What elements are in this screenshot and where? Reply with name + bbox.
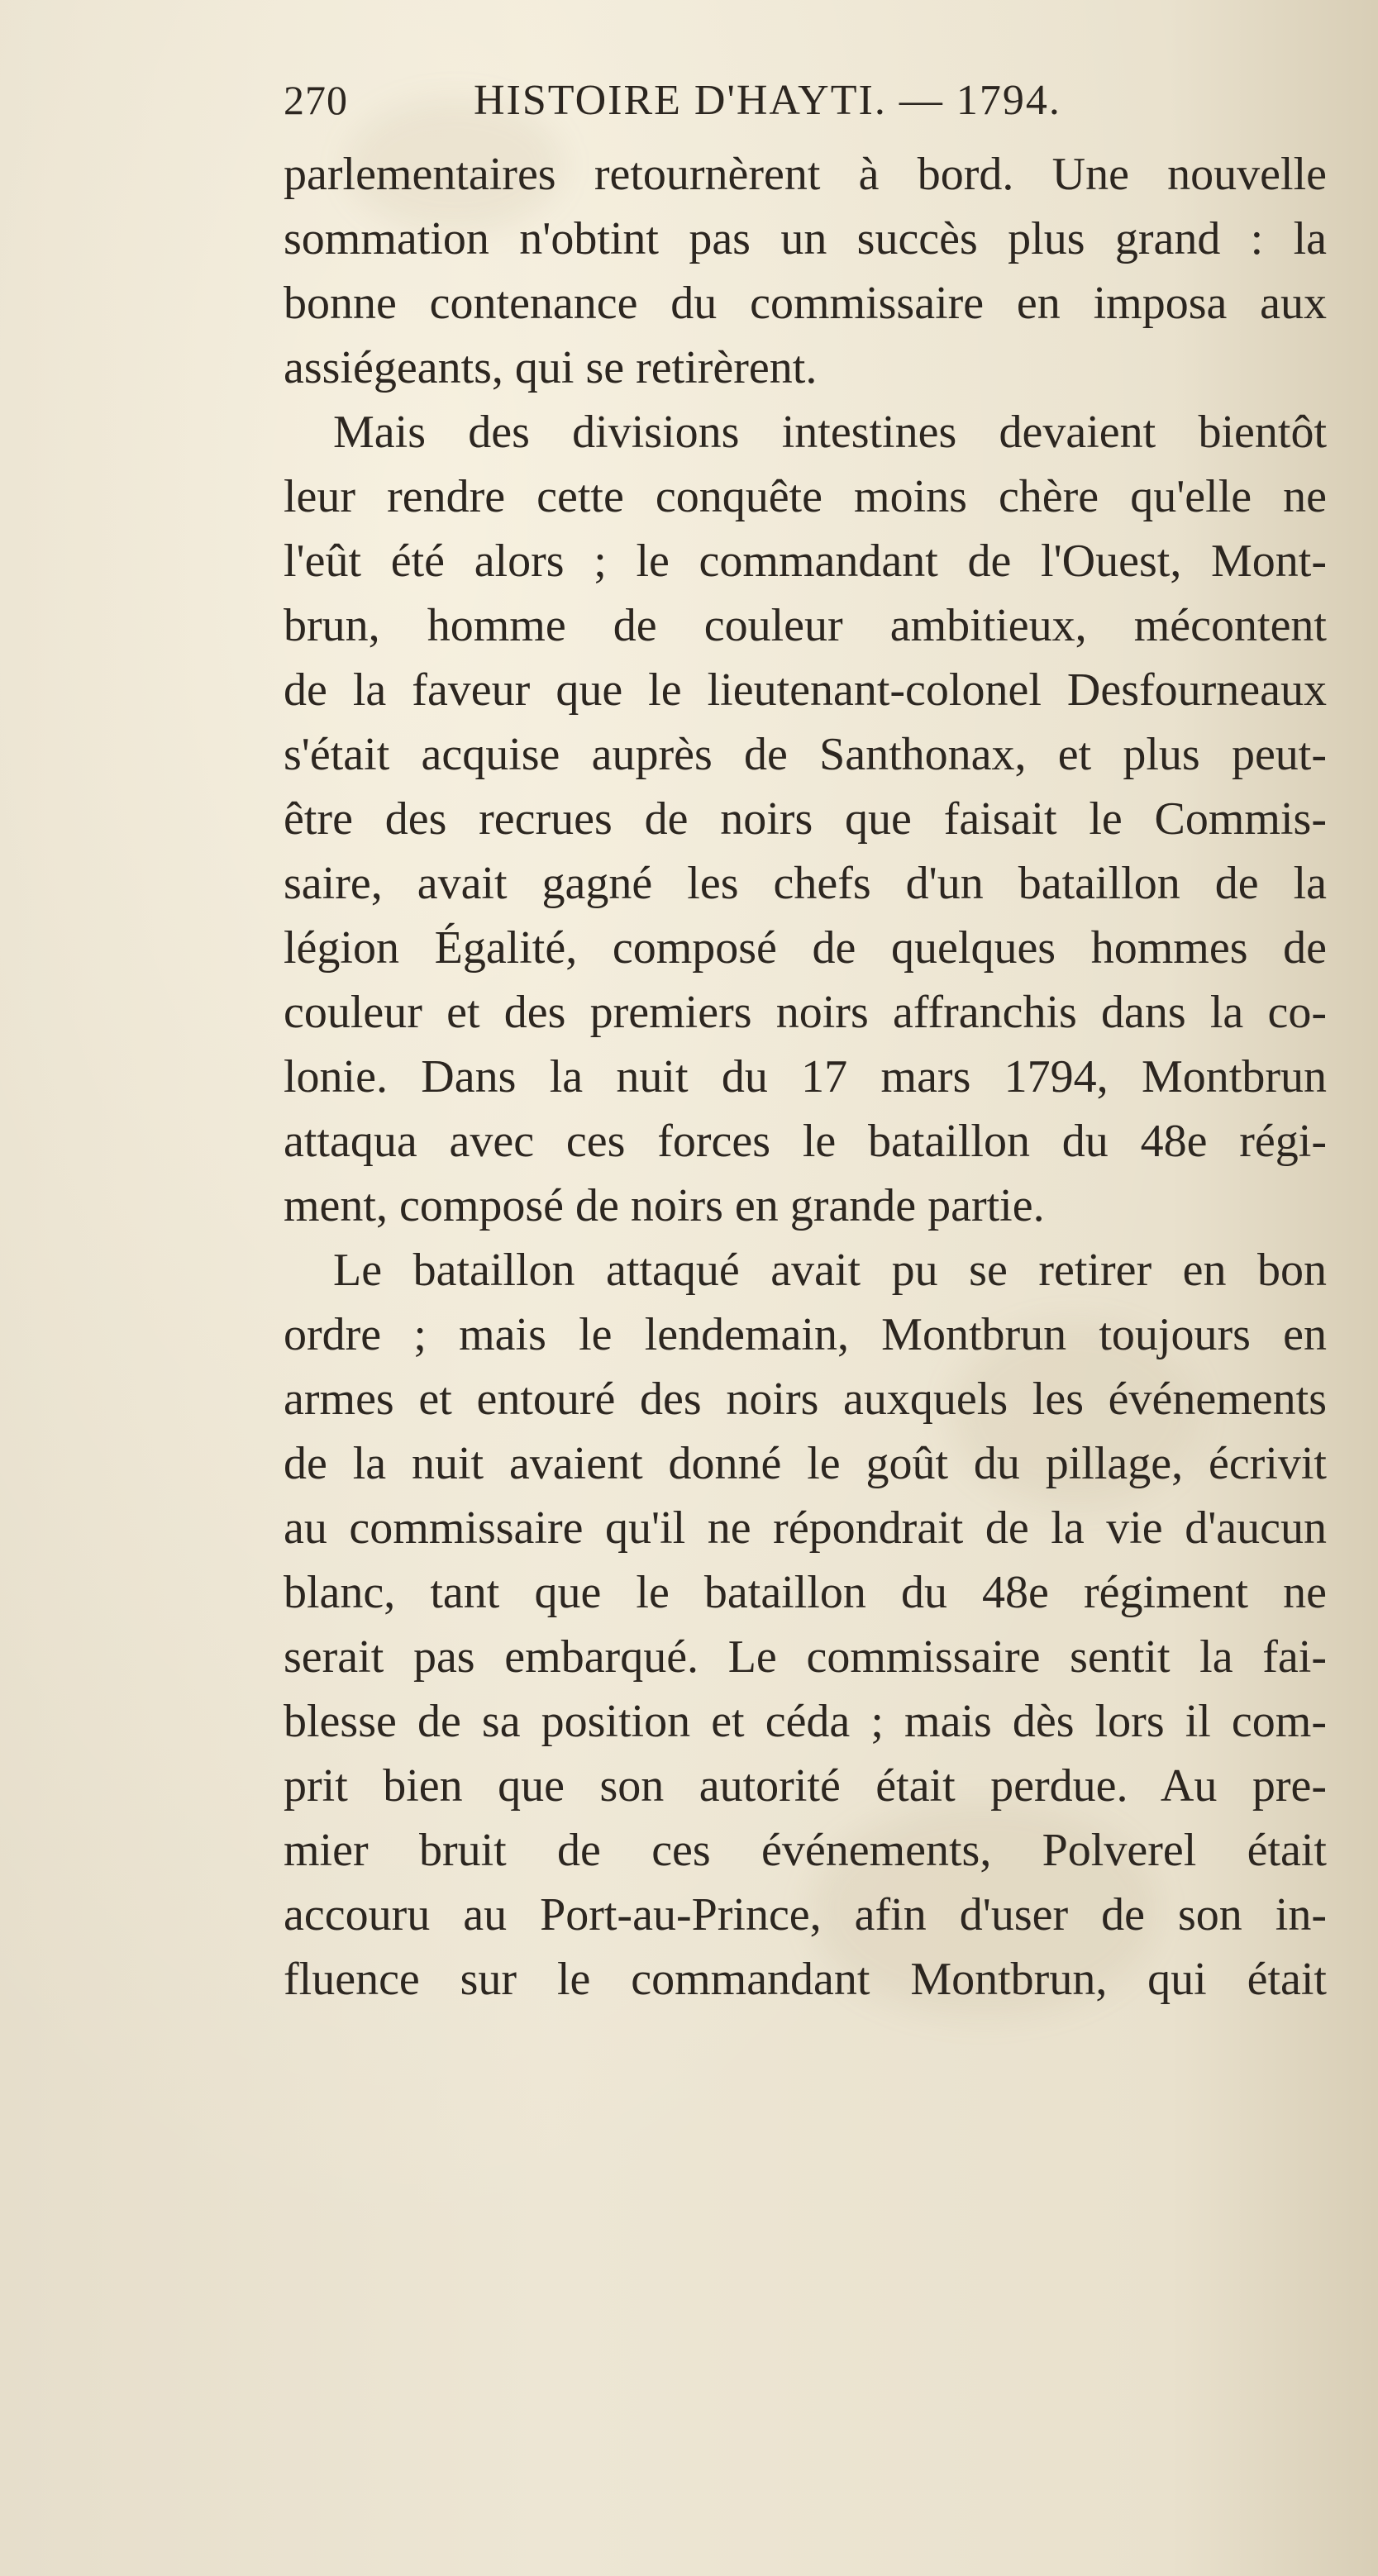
text-line: être des recrues de noirs que faisait le Commis- bbox=[284, 793, 1327, 845]
text-line: ordre ; mais le lendemain, Montbrun toujours en bbox=[284, 1309, 1327, 1360]
text-line: de la faveur que le lieutenant-colonel Desfourneaux bbox=[284, 664, 1327, 716]
text-line: couleur et des premiers noirs affranchis dans la co- bbox=[284, 987, 1327, 1038]
text-line: saire, avait gagné les chefs d'un bataillon de la bbox=[284, 858, 1327, 909]
running-title: HISTOIRE D'HAYTI. — 1794. bbox=[474, 77, 1061, 124]
text-line: Le bataillon attaqué avait pu se retirer en bon bbox=[333, 1245, 1327, 1296]
text-line: au commissaire qu'il ne répondrait de la vie d'aucun bbox=[284, 1502, 1327, 1554]
text-line: Mais des divisions intestines devaient bientôt bbox=[333, 407, 1327, 458]
text-line: de la nuit avaient donné le goût du pillage, écrivit bbox=[284, 1438, 1327, 1489]
text-line: s'était acquise auprès de Santhonax, et plus peut- bbox=[284, 729, 1327, 780]
text-line: sommation n'obtint pas un succès plus grand : la bbox=[284, 213, 1327, 264]
text-line: leur rendre cette conquête moins chère qu'elle ne bbox=[284, 471, 1327, 522]
text-line: l'eût été alors ; le commandant de l'Ouest, Mont- bbox=[284, 536, 1327, 587]
text-line: ment, composé de noirs en grande partie. bbox=[284, 1180, 1045, 1231]
text-line: assiégeants, qui se retirèrent. bbox=[284, 342, 818, 393]
text-line: attaqua avec ces forces le bataillon du 48e régi- bbox=[284, 1116, 1327, 1167]
text-line: accouru au Port-au-Prince, afin d'user de son in- bbox=[284, 1889, 1327, 1940]
text-line: fluence sur le commandant Montbrun, qui était bbox=[284, 1954, 1327, 2005]
text-line: mier bruit de ces événements, Polverel était bbox=[284, 1825, 1327, 1876]
text-line: blanc, tant que le bataillon du 48e régiment ne bbox=[284, 1567, 1327, 1618]
text-line: prit bien que son autorité était perdue. Au pre- bbox=[284, 1760, 1327, 1812]
text-line: parlementaires retournèrent à bord. Une nouvelle bbox=[284, 149, 1327, 200]
text-line: bonne contenance du commissaire en imposa aux bbox=[284, 278, 1327, 329]
paragraph-3 bbox=[284, 1238, 1327, 2012]
page-number: 270 bbox=[284, 77, 348, 123]
paragraph-2 bbox=[284, 400, 1327, 1238]
text-line: brun, homme de couleur ambitieux, mécontent bbox=[284, 600, 1327, 651]
text-line: lonie. Dans la nuit du 17 mars 1794, Montbrun bbox=[284, 1051, 1327, 1102]
text-line: armes et entouré des noirs auxquels les événements bbox=[284, 1374, 1327, 1425]
text-line: légion Égalité, composé de quelques hommes de bbox=[284, 922, 1327, 974]
running-header bbox=[284, 76, 1327, 142]
paragraph-1 bbox=[284, 142, 1327, 400]
text-line: serait pas embarqué. Le commissaire sentit la fai- bbox=[284, 1631, 1327, 1683]
text-block bbox=[284, 76, 1327, 2012]
text-line: blesse de sa position et céda ; mais dès lors il com- bbox=[284, 1696, 1327, 1747]
